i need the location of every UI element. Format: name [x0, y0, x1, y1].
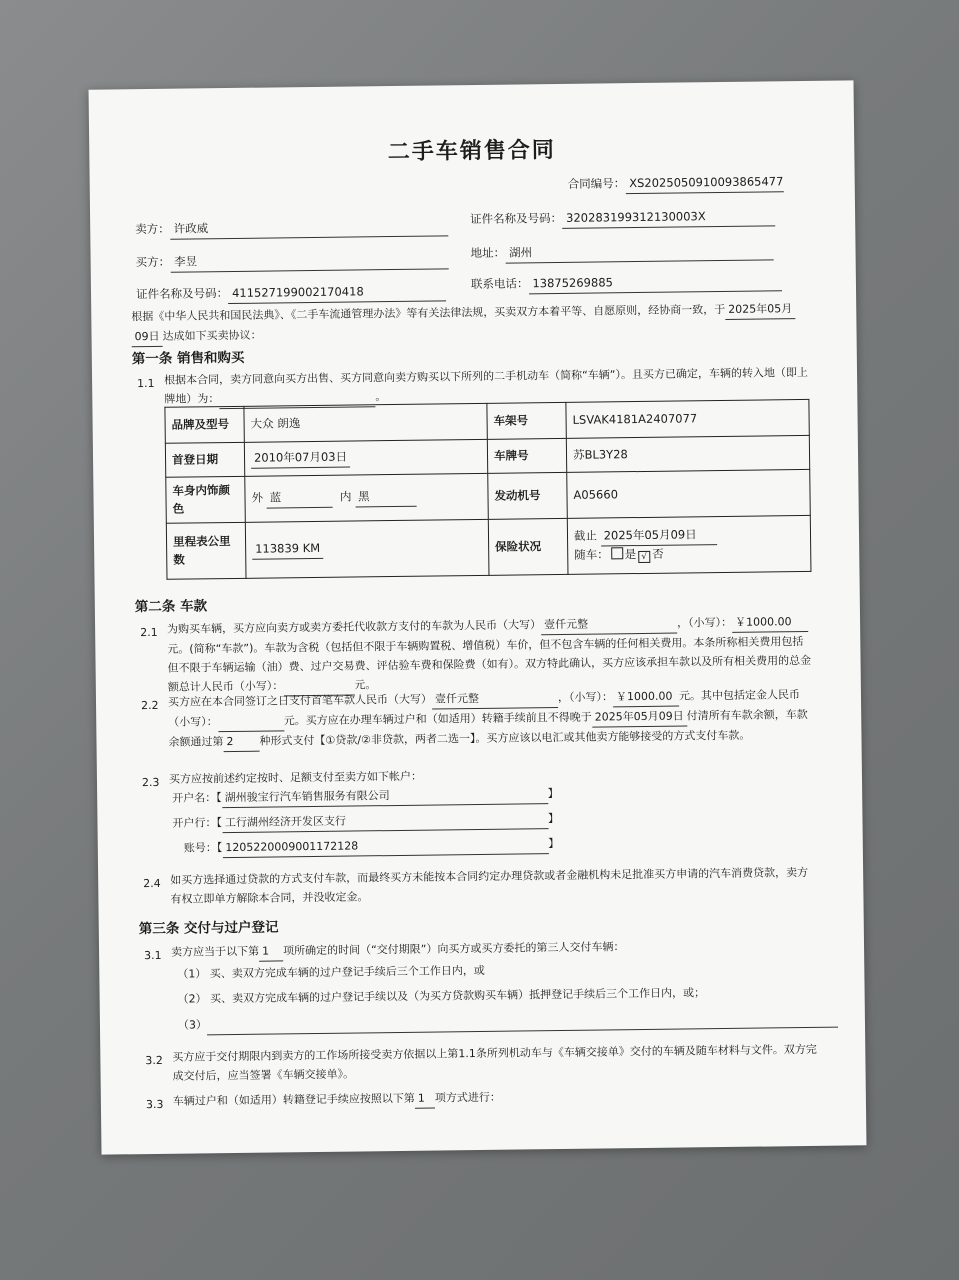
engine-value: A05660: [567, 469, 811, 518]
contract-no-label: 合同编号：: [567, 176, 626, 191]
clause-2-2: [168, 685, 814, 753]
reg-date-cell: [244, 439, 487, 476]
clause-2-2-d: 元。买方应在办理车辆过户和（如适用）转籍手续前且不得晚于: [283, 710, 592, 728]
checkbox-no[interactable]: √: [638, 551, 650, 563]
clause-2-2-f: 种形式支付【①贷款/②非贷款，两者二选一】。买方应该以电汇或其他卖方能够接受的方式支付车款。: [259, 728, 751, 748]
document-title: 二手车销售合同: [387, 138, 556, 166]
contract-sheet: [89, 80, 867, 1154]
contract-no-value: XS2025050910093865477: [625, 173, 783, 194]
bank-value: 工行湖州经济开发区支行: [222, 809, 548, 833]
mileage-cell: [245, 519, 489, 578]
phone-row: [471, 272, 782, 295]
mileage-label: 里程表公里数: [166, 522, 246, 579]
option-3-label: （3）: [177, 1018, 208, 1032]
color-cell: [245, 473, 489, 522]
reg-date-value: 2010年07月03日: [251, 449, 350, 469]
contract-no-row: [568, 173, 784, 194]
table-row: [166, 515, 811, 579]
clause-3-1-number: 3.1: [144, 948, 162, 963]
buyer-id-value: 411527199002170418: [228, 282, 446, 303]
clause-3-2-text: 买方应于交付期限内到卖方的工作场所接受卖方依据以上第1.1条所列机动车与《车辆交接单》交付的车辆及随车材料与文件。双方完成交付后，应当签署《车辆交接单》。: [172, 1042, 817, 1083]
deposit-blank: [218, 711, 284, 732]
phone-label: 联系电话：: [470, 276, 529, 292]
account-name-row: [172, 784, 559, 809]
option-1: （1） 买、卖双方完成车辆的过户登记手续后三个工作日内，或: [177, 963, 485, 981]
option-2: （2） 买、卖双方完成车辆的过户登记手续以及（为买方贷款购买车辆）抵押登记手续后三个工作日内，或；: [177, 986, 706, 1006]
plate-value: 苏BL3Y28: [566, 435, 809, 472]
plate-label: 车牌号: [487, 438, 566, 473]
clause-2-2-amount-words: 壹仟元整: [432, 688, 558, 710]
clause-1-1-text: 根据本合同，卖方同意向买方出售、买方同意向卖方购买以下所列的二手机动车（简称“车辆”）。且买方已确定，车辆的转入地（即上牌地）为：: [163, 365, 809, 406]
clause-2-1: [167, 612, 813, 698]
ins-no-label: 否: [652, 546, 664, 561]
clause-2-2-payment-way: 2: [223, 732, 259, 752]
clause-2-3-text: 买方应按前述约定按时、足额支付至卖方如下帐户：: [168, 769, 423, 786]
section-2-heading: 第二条 车款: [134, 598, 208, 616]
buyer-row: [136, 250, 449, 273]
vin-label: 车架号: [487, 402, 566, 439]
preamble: [131, 299, 806, 347]
color-out-value: 蓝: [267, 489, 333, 509]
clause-3-3: [173, 1084, 818, 1112]
seller-label: 卖方：: [135, 221, 170, 237]
checkbox-yes[interactable]: [611, 547, 623, 559]
seller-value: 许政威: [170, 217, 448, 239]
clause-3-1: [171, 935, 816, 963]
clause-2-2-deadline: 2025年05月09日: [592, 706, 687, 727]
bank-row: [172, 809, 559, 834]
insurance-cell: [567, 515, 811, 574]
vehicle-table: [164, 399, 811, 580]
account-name-close: 】: [547, 787, 559, 801]
clause-3-1-a: 卖方应当于以下第: [170, 944, 260, 959]
phone-value: 13875269885: [528, 272, 781, 294]
vin-value: LSVAK4181A2407077: [566, 399, 809, 438]
seller-id-row: [470, 207, 775, 230]
table-row: [166, 469, 811, 523]
seller-row: [135, 217, 448, 240]
reg-date-label: 首登日期: [165, 442, 244, 477]
clause-2-1-b: ，（小写）：: [677, 615, 733, 630]
buyer-value: 李昱: [170, 250, 448, 272]
mileage-value: 113839 KM: [252, 540, 323, 560]
address-value: 湖州: [505, 241, 773, 263]
account-name-value: 湖州骏宝行汽车销售服务有限公司: [222, 784, 548, 808]
clause-2-1-amount-figures: ￥1000.00: [732, 612, 808, 633]
brand-label: 品牌及型号: [165, 406, 244, 443]
address-label: 地址：: [470, 245, 506, 261]
engine-label: 发动机号: [488, 472, 568, 519]
clause-2-1-a: 为购买车辆，买方应向卖方或卖方委托代收款方支付的车款为人民币（大写）: [167, 618, 542, 636]
buyer-id-label: 证件名称及号码：: [135, 286, 229, 302]
preamble-end: 达成如下买卖协议：: [162, 328, 262, 343]
bank-label: 开户行：【: [172, 816, 223, 830]
ins-until-value: 2025年05月09日: [601, 526, 717, 546]
seller-id-value: 320283199312130003X: [562, 207, 775, 228]
clause-3-3-a: 车辆过户和（如适用）转籍登记手续应按照以下第: [172, 1091, 415, 1108]
account-no-label: 账号：【: [183, 841, 223, 855]
color-in-value: 黑: [355, 488, 416, 508]
clause-2-4-number: 2.4: [143, 876, 161, 891]
brand-value: 大众 朗逸: [244, 403, 487, 442]
clause-3-3-item: 1: [415, 1089, 435, 1109]
clause-2-2-b: ，（小写）：: [557, 690, 614, 705]
preamble-date-1: 2025年05月: [725, 299, 795, 320]
clause-3-1-item: 1: [259, 941, 283, 961]
ins-until-label: 截止: [573, 528, 598, 544]
option-3-blank: [207, 1008, 838, 1036]
clause-2-2-c: 元。其中包括定金人民币（小写）：: [168, 688, 801, 729]
seller-id-label: 证件名称及号码：: [470, 210, 563, 227]
address-row: [470, 241, 773, 264]
clause-2-1-d: 元。: [354, 678, 377, 692]
clause-2-2-amount-figures: ￥1000.00: [613, 687, 679, 708]
account-name-label: 开户名：【: [172, 791, 222, 805]
clause-2-4-text: 如买方选择通过贷款的方式支付车款，而最终买方未能按本合同约定办理贷款或者金融机构未足批准买方申请的汽车消费贷款，卖方有权立即单方解除本合同，并没收定金。: [170, 865, 809, 906]
clause-2-1-amount-words: 壹仟元整: [541, 614, 677, 636]
clause-2-3-number: 2.3: [141, 775, 160, 790]
clause-2-2-e: 付清所有车款余额，车款余额通过第: [168, 707, 808, 749]
preamble-date-2: 09日: [131, 327, 162, 347]
account-no-value: 1205220009001172128: [222, 834, 548, 858]
clause-3-2-number: 3.2: [145, 1053, 163, 1068]
color-out-prefix: 外: [251, 490, 264, 505]
color-in-prefix: 内: [339, 489, 352, 504]
bank-close: 】: [547, 812, 560, 826]
ins-yes-label: 是: [624, 547, 637, 562]
section-3-heading: 第三条 交付与过户登记: [138, 919, 279, 938]
clause-2-1-number: 2.1: [140, 625, 158, 640]
color-label: 车身内饰颜色: [166, 476, 246, 523]
option-3-row: [178, 1008, 838, 1036]
clause-3-1-b: 项所确定的时间（“交付期限”）向买方或买方委托的第三人交付车辆：: [282, 940, 625, 958]
clause-2-1-c: 元。(简称“车款”)。车款为含税（包括但不限于车辆购置税、增值税）车价，但不包含车辆的任何相关费用。本条所称相关费用包括但不限于车辆运输（油）费、过户交易费、评估验车费和保险费（如有）。双方特此确认，买方应该承担车款以及所有相关费用的总金额总计人民币（小写）：: [167, 635, 812, 694]
buyer-label: 买方：: [135, 254, 171, 270]
account-no-close: 】: [548, 837, 560, 851]
clause-3-3-b: 项方式进行：: [434, 1090, 501, 1105]
insurance-label: 保险状况: [488, 518, 568, 575]
clause-2-2-number: 2.2: [140, 698, 159, 713]
buyer-id-row: [136, 282, 446, 305]
ins-with-label: 随车：: [574, 547, 609, 562]
clause-3-3-number: 3.3: [145, 1097, 164, 1112]
preamble-text: 根据《中华人民共和国民法典》、《二手车流通管理办法》等有关法律法规，买卖双方本着平等、自愿原则，经协商一致，于: [131, 302, 726, 324]
section-1-heading: 第一条 销售和购买: [131, 349, 245, 368]
clause-1-1-end: 。: [375, 390, 387, 404]
account-no-row: [184, 834, 560, 859]
clause-1-1-number: 1.1: [137, 376, 155, 391]
clause-2-2-a: 买方应在本合同签订之日支付首笔车款人民币（大写）: [167, 692, 433, 709]
